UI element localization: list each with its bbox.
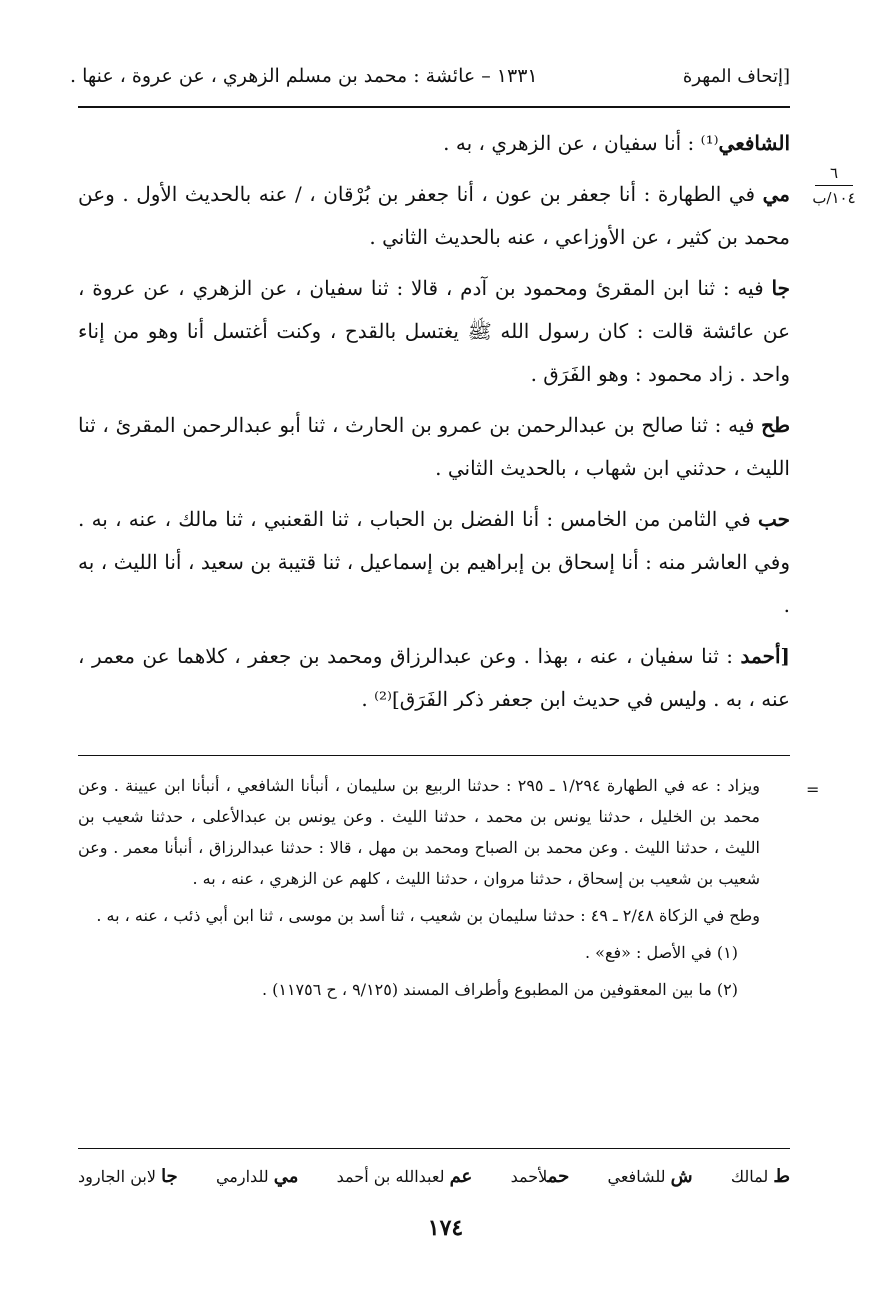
legend-abbr: مي	[273, 1165, 299, 1187]
footnote-block: وطح في الزكاة ٢/٤٨ ـ ٤٩ : حدثنا سليمان بن شعيب ، ثنا أسد بن موسى ، ثنا ابن أبي ذئب ، عنه ، به .	[96, 906, 760, 925]
legend-abbr: ش	[670, 1165, 693, 1187]
paragraph-text: فيه : ثنا ابن المقرئ ومحمود بن آدم ، قالا : ثنا سفيان ، عن الزهري ، عن عروة ، عن عائشة قالت : كان رسول الله ﷺ يغتسل بالقدح ، وكنت أغتسل أنا وهو من إناء واحد . زاد محمود : وهو الفَرَق .	[78, 276, 790, 386]
paragraph-text: في الطهارة : أنا جعفر بن عون ، أنا جعفر بن بُرْقان ، / عنه بالحديث الأول . وعن محمد بن كثير ، عن الأوزاعي ، عنه بالحديث الثاني .	[78, 182, 790, 249]
source-keyword: الشافعي	[718, 131, 790, 155]
margin-note-bar	[815, 185, 853, 186]
page-number: ١٧٤	[427, 1215, 464, 1241]
footnote-item: (٢) ما بين المعقوفين من المطبوع وأطراف المسند (٩/١٢٥ ، ح ١١٧٥٦) .	[261, 980, 738, 999]
source-keyword: جا	[771, 276, 790, 300]
legend-abbr: عم	[449, 1165, 473, 1187]
footnote-block: ويزاد : عه في الطهارة ١/٢٩٤ ـ ٢٩٥ : حدثنا الربيع بن سليمان ، أنبأنا الشافعي ، أنبأنا ابن عيينة . وعن محمد بن الخليل ، حدثنا يونس بن محمد ، حدثنا الليث . وعن يونس بن عبدالأعلى ، حدثنا شعيب بن الليث ، حدثنا الليث . وعن محمد بن الصباح ومحمد بن مهل ، قالا : حدثنا عبدالرزاق ، أنبأنا معمر . وعن شعيب بن شعيب بن إسحاق ، حدثنا مروان ، حدثنا الليث ، كلهم عن الزهري ، عنه ، به .	[78, 776, 761, 888]
footnote-continuation-mark: =	[806, 780, 820, 799]
margin-note-bottom: ١٠٤/ب	[812, 189, 856, 207]
legend-item	[78, 1166, 178, 1187]
paragraph-text: في الثامن من الخامس : أنا الفضل بن الحباب ، ثنا القعنبي ، ثنا مالك ، عنه ، به . وفي العاشر منه : أنا إسحاق بن إبراهيم بن إسماعيل ، ثنا قتيبة بن سعيد ، أنا الليث ، به .	[78, 507, 790, 617]
legend-label: للشافعي	[607, 1166, 666, 1186]
source-keyword: حب	[757, 507, 790, 531]
running-header	[70, 58, 790, 94]
legend-item	[216, 1166, 298, 1187]
legend-label: لعبدالله بن أحمد	[336, 1166, 445, 1186]
main-text	[78, 122, 790, 729]
source-keyword: طح	[761, 413, 790, 437]
paragraph	[78, 635, 790, 721]
paragraph	[78, 498, 790, 627]
header-book-name: [إتحاف المهرة	[682, 65, 790, 87]
paragraph	[78, 173, 790, 259]
legend-label: لابن الجارود	[78, 1166, 156, 1186]
source-keyword: [أحمد	[740, 644, 790, 668]
paragraph	[78, 404, 790, 490]
header-title: ١٣٣١ – عائشة : محمد بن مسلم الزهري ، عن عروة ، عنها .	[70, 65, 538, 87]
legend-abbr: حم	[547, 1165, 570, 1187]
legend-rule	[78, 1148, 790, 1149]
legend-abbr: ط	[773, 1165, 790, 1187]
paragraph-text: : ثنا سفيان ، عنه ، بهذا . وعن عبدالرزاق ومحمد بن جعفر ، كلاهما عن معمر ، عنه ، به . وليس في حديث ابن جعفر ذكر الفَرَق]⁽²⁾ .	[78, 644, 790, 711]
legend-item	[731, 1166, 790, 1187]
header-rule	[78, 106, 790, 108]
paragraph-text: فيه : ثنا صالح بن عبدالرحمن بن عمرو بن الحارث ، ثنا أبو عبدالرحمن المقرئ ، ثنا الليث ، حدثني ابن شهاب ، بالحديث الثاني .	[78, 413, 790, 480]
footnote-rule	[78, 755, 790, 756]
legend-label: للدارمي	[215, 1166, 269, 1186]
margin-note-top: ٦	[829, 164, 839, 182]
source-keyword: مي	[762, 182, 790, 206]
abbreviation-legend	[78, 1158, 790, 1194]
paragraph	[78, 267, 790, 396]
paragraph	[78, 122, 790, 165]
footnotes	[78, 770, 760, 1011]
paragraph-text: ⁽¹⁾ : أنا سفيان ، عن الزهري ، به .	[443, 131, 719, 155]
legend-item	[608, 1166, 693, 1187]
legend-item	[337, 1166, 473, 1187]
margin-folio-note	[806, 163, 862, 208]
legend-item	[511, 1166, 570, 1187]
footnote-item: (١) في الأصل : «فع» .	[585, 943, 738, 962]
legend-abbr: جا	[161, 1165, 178, 1187]
legend-label: لأحمد	[510, 1166, 548, 1186]
legend-label: لمالك	[730, 1166, 769, 1186]
